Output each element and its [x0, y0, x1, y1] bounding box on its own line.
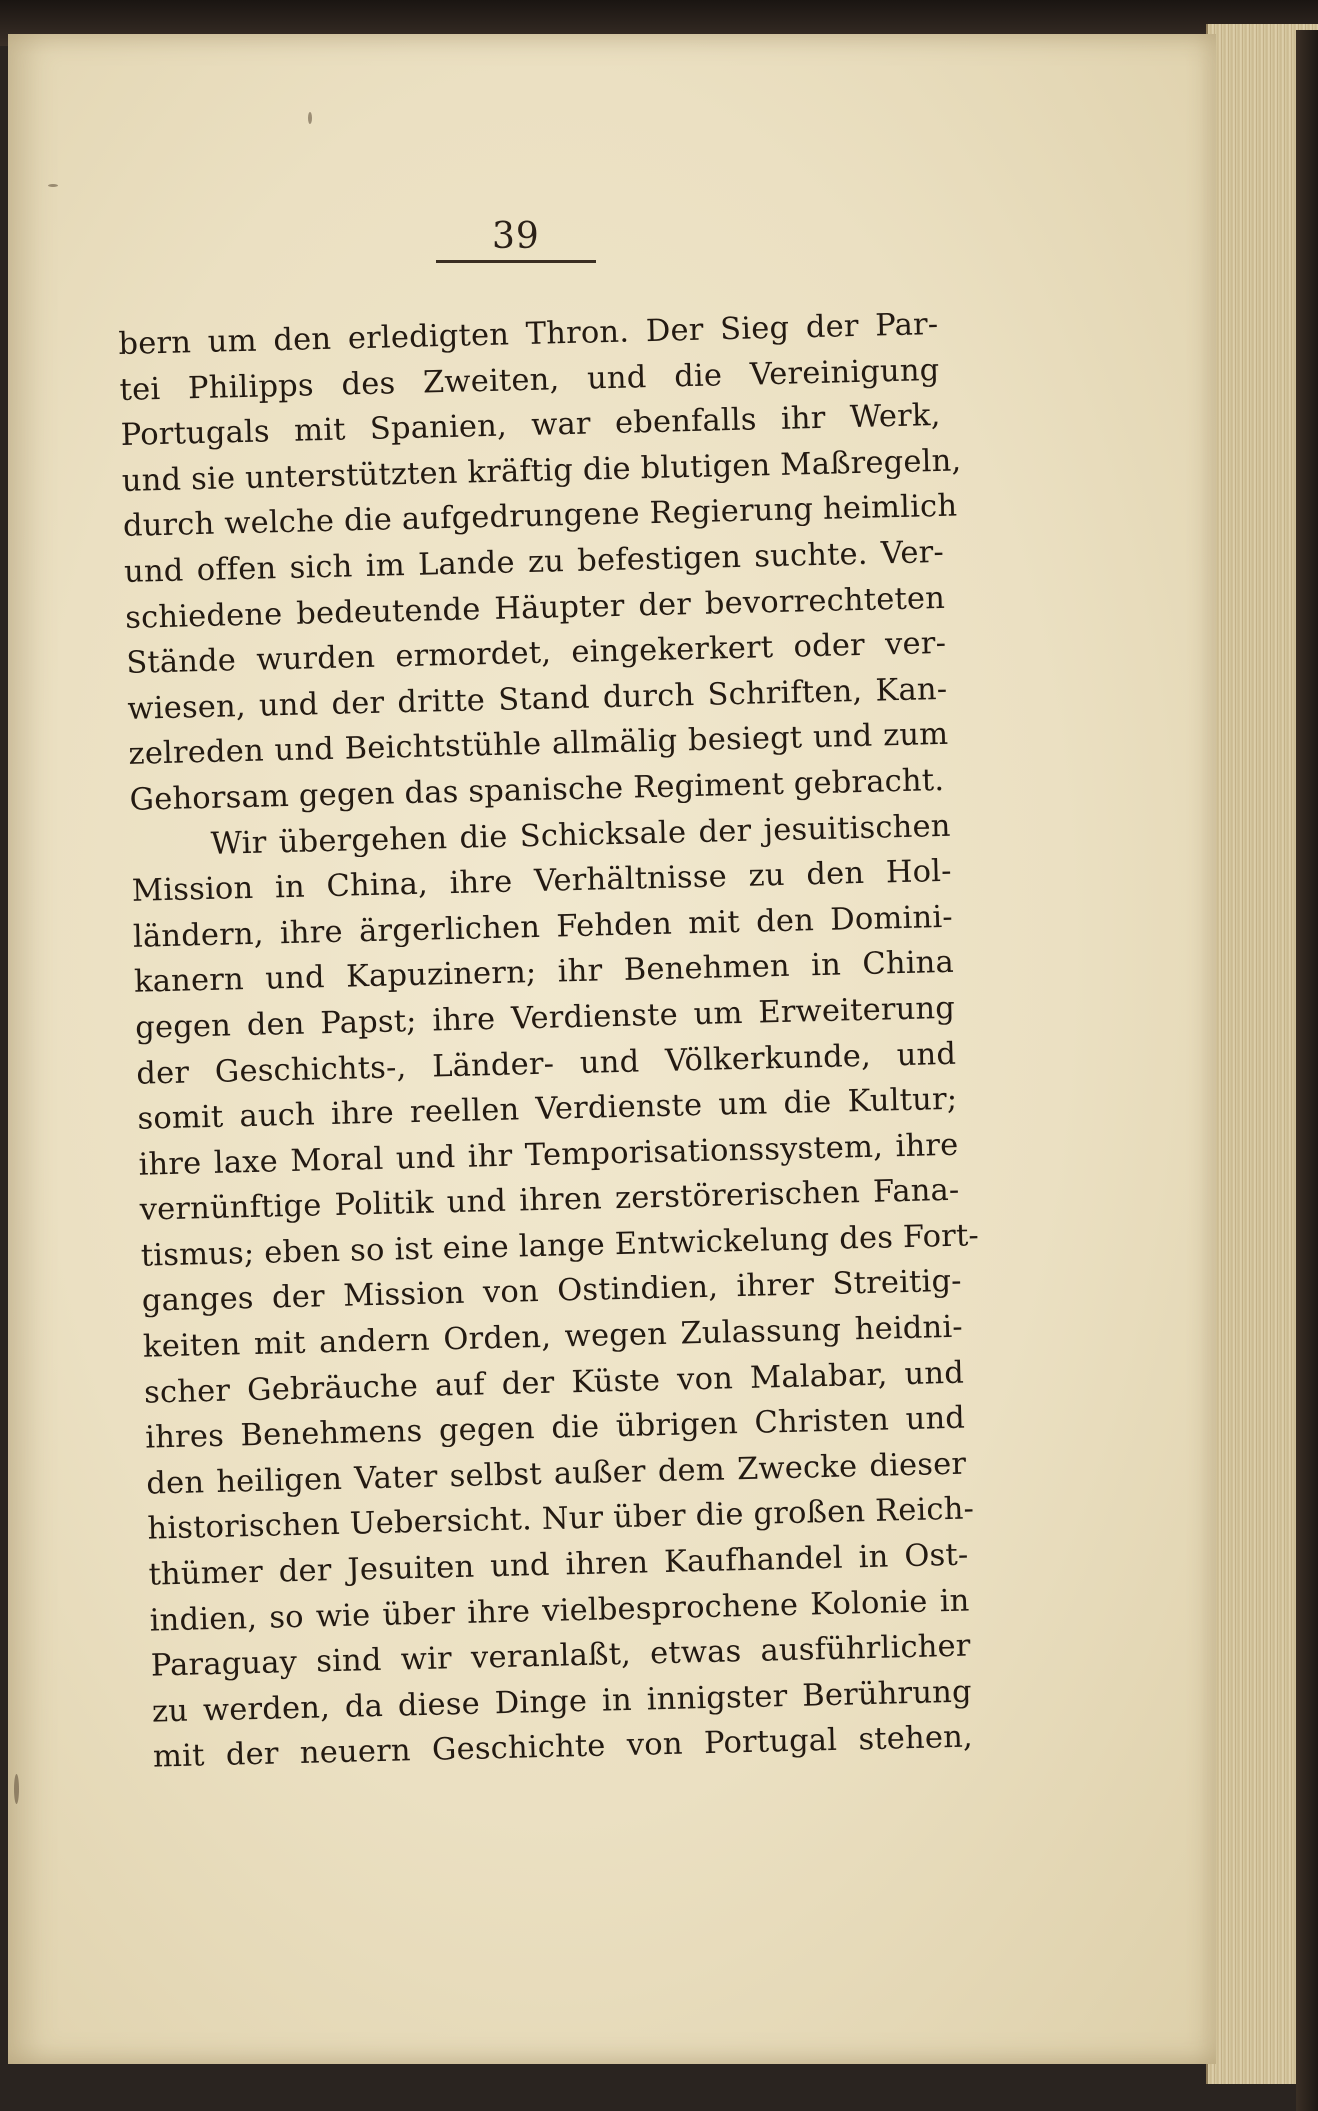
- text-line: bern um den erledigten Thron. Der Sieg der Par-: [118, 306, 939, 362]
- text-line: mit der neuern Geschichte von Portugal stehen,: [152, 1719, 974, 1775]
- text-line: Stände wurden ermordet, eingekerkert oder ver-: [125, 626, 947, 682]
- text-line: kanern und Kapuzinern; ihr Benehmen in China: [133, 945, 955, 1001]
- book-page: [8, 34, 1216, 2064]
- text-line: ländern, ihre ärgerlichen Fehden mit den Domini-: [132, 899, 954, 955]
- book-cover-right-edge: [1296, 30, 1318, 2111]
- text-line: ganges der Mission von Ostindien, ihrer Streitig-: [141, 1264, 963, 1320]
- text-line: Paraguay sind wir veranlaßt, etwas ausführlicher: [150, 1628, 972, 1684]
- text-line: Mission in China, ihre Verhältnisse zu den Hol-: [131, 853, 953, 909]
- text-line: und sie unterstützten kräftig die blutigen Maßregeln,: [121, 443, 962, 499]
- text-line: historischen Uebersicht. Nur über die großen Reich-: [147, 1491, 975, 1548]
- text-line: Wir übergehen die Schicksale der jesuitischen: [210, 808, 951, 862]
- text-line: wiesen, und der dritte Stand durch Schriften, Kan-: [127, 671, 948, 727]
- paper-speck: [308, 112, 312, 124]
- text-line: den heiligen Vater selbst außer dem Zwecke dieser: [145, 1446, 967, 1502]
- text-line: zelreden und Beichtstühle allmälig besiegt und zum: [128, 717, 949, 773]
- body-text: [118, 302, 980, 1781]
- text-line: und offen sich im Lande zu befestigen suchte. Ver-: [123, 534, 945, 590]
- text-line: tei Philipps des Zweiten, und die Vereinigung: [119, 352, 940, 408]
- page-number: 39: [492, 216, 540, 257]
- text-line: ihre laxe Moral und ihr Temporisationssystem, ihre: [138, 1127, 959, 1183]
- text-line: der Geschichts-, Länder- und Völkerkunde, und: [135, 1036, 957, 1092]
- page-number-rule: [436, 260, 596, 263]
- text-line: indien, so wie über ihre vielbesprochene Kolonie in: [149, 1583, 970, 1639]
- text-line: durch welche die aufgedrungene Regierung heimlich: [122, 488, 958, 545]
- text-line: zu werden, da diese Dinge in innigster Berührung: [151, 1674, 973, 1730]
- text-line: thümer der Jesuiten und ihren Kaufhandel in Ost-: [148, 1537, 969, 1593]
- text-line: scher Gebräuche auf der Küste von Malabar, und: [143, 1355, 965, 1411]
- text-line: gegen den Papst; ihre Verdienste um Erweiterung: [134, 990, 956, 1046]
- paper-speck: [48, 184, 58, 187]
- paper-speck: [14, 1774, 19, 1804]
- text-line: schiedene bedeutende Häupter der bevorrechteten: [124, 580, 946, 636]
- text-line: vernünftige Politik und ihren zerstörerischen Fana-: [139, 1172, 960, 1229]
- text-line: ihres Benehmens gegen die übrigen Christen und: [144, 1400, 966, 1456]
- text-line: keiten mit andern Orden, wegen Zulassung heidni-: [142, 1309, 964, 1365]
- text-line: somit auch ihre reellen Verdienste um die Kultur;: [137, 1081, 958, 1137]
- text-line: Portugals mit Spanien, war ebenfalls ihr Werk,: [120, 398, 941, 454]
- text-line: Gehorsam gegen das spanische Regiment gebracht.: [129, 762, 945, 818]
- text-line: tismus; eben so ist eine lange Entwickelung des Fort-: [140, 1218, 980, 1274]
